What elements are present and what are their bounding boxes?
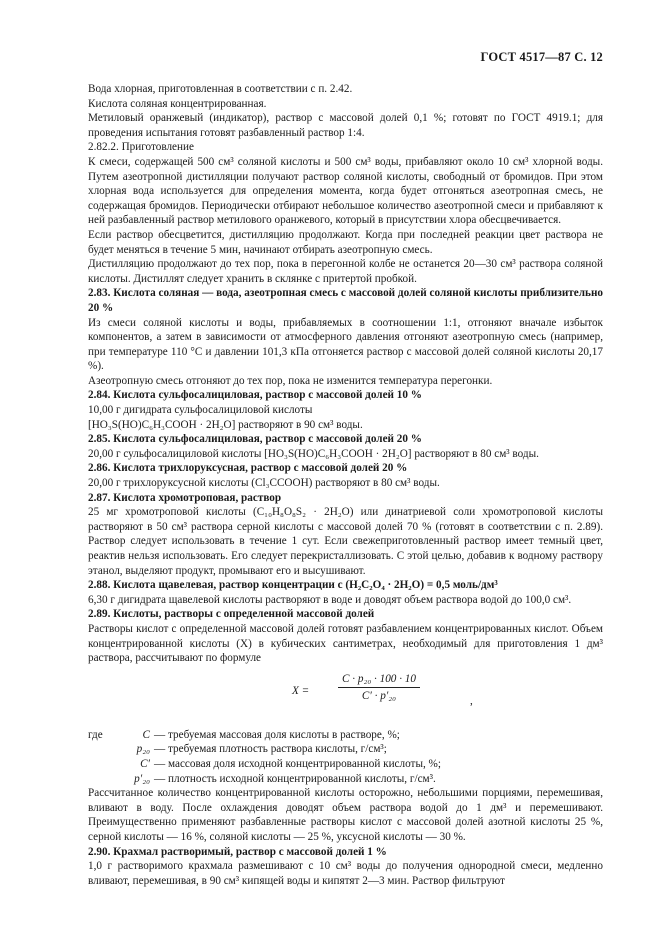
paragraph: 25 мг хромотроповой кислоты (C₁₀H₈O₈S₂ · 2H₂O) или динатриевой соли хромотроповой кислоты растворяют в 50 см³ раствора серной кислоты с массовой долей 70 % (готовят в соответствии с п. 2.89). Раствор следует использовать в течение 1 сут. Если свежеприготовленный раствор имеет темный цвет, реактив нельзя использовать. Его следует перекристаллизовать. С этой целью, добавив к водному раствору этанол, выделяют продукт, промывают его и высушивают. bbox=[88, 506, 603, 577]
definition-symbol: p′₂₀ bbox=[134, 772, 150, 785]
paragraph: Если раствор обесцветится, дистилляцию продолжают. Когда при последней реакции цвет раствора не будет меняться в течение 5 мин, начинают отбирать азеотропную смесь. bbox=[88, 228, 603, 256]
definition-symbol: C′ bbox=[140, 757, 150, 770]
definition-row: p₂₀ — требуемая плотность раствора кислоты, г/см³; bbox=[88, 742, 603, 757]
definition-lead: где bbox=[88, 728, 103, 741]
section-heading-2-85: 2.85. Кислота сульфосалициловая, раствор с массовой долей 20 % bbox=[88, 433, 422, 446]
paragraph: Растворы кислот с определенной массовой долей готовят разбавлением концентрированных кислот. Объем концентрированной кислоты (X) в кубических сантиметрах, необходимый для приготовления 1 дм³ раствора, рассчитывают по формуле bbox=[88, 622, 603, 665]
paragraph: К смеси, содержащей 500 см³ соляной кислоты и 500 см³ воды, прибавляют около 10 см³ хлорной воды. Путем азеотропной дистилляции получают раствор соляной кислоты, свободный от бромидов. При этом хлорная вода используется для определения момента, когда будет отгоняться азеотропная смесь, не содержащая бромидов. Периодически отбирают небольшое количество азеотропной смеси и прибавляют к ней разбавленный раствор метилового оранжевого, который в присутствии хлора обесцвечивается. bbox=[88, 155, 603, 227]
section-heading-2-88: 2.88. Кислота щавелевая, раствор концентрации с (H₂C₂O₄ · 2H₂O) = 0,5 моль/дм³ bbox=[88, 579, 498, 592]
paragraph: Кислота соляная концентрированная. bbox=[88, 97, 267, 110]
paragraph: Рассчитанное количество концентрированной кислоты осторожно, небольшими порциями, перемешивая, вливают в воду. После охлаждения доводят объем раствора водой до 1 дм³ и перемешивают. Преимущественно применяют разбавленные растворы кислот с массовой долей азотной кислоты 25 %, серной кислоты — 16 %, соляной кислоты — 25 %, уксусной кислоты — 30 %. bbox=[88, 787, 603, 843]
definition-symbol: C bbox=[142, 728, 150, 741]
definition-lead bbox=[88, 772, 102, 787]
paragraph: 1,0 г растворимого крахмала размешивают с 10 см³ воды до получения однородной смеси, медленно вливают, перемешивая, в 90 см³ кипящей воды и кипятят 2—3 мин. Раствор фильтруют bbox=[88, 860, 603, 887]
page-header: ГОСТ 4517—87 С. 12 bbox=[480, 50, 603, 64]
paragraph: Метиловый оранжевый (индикатор), раствор с массовой долей 0,1 %; готовят по ГОСТ 4919.1; для проведения испытания готовят разбавленный раствор 1:4. bbox=[88, 112, 603, 139]
section-heading-2-89: 2.89. Кислоты, растворы с определенной массовой долей bbox=[88, 608, 375, 621]
paragraph: [HO₃S(HO)C₆H₃COOH · 2H₂O] растворяют в 90 см³ воды. bbox=[88, 418, 363, 431]
section-heading-2-83: 2.83. Кислота соляная — вода, азеотропная смесь с массовой долей соляной кислоты приблизительно 20 % bbox=[88, 287, 603, 314]
paragraph: 6,30 г дигидрата щавелевой кислоты растворяют в воде и доводят объем раствора водой до 100,0 см³. bbox=[88, 593, 572, 606]
definition-symbol: p₂₀ bbox=[136, 743, 150, 756]
formula-denominator: C′ · p′₂₀ bbox=[361, 690, 397, 703]
paragraph: Вода хлорная, приготовленная в соответствии с п. 2.42. bbox=[88, 83, 353, 95]
paragraph: 20,00 г сульфосалициловой кислоты [HO₃S(HO)C₆H₃COOH · 2H₂O] растворяют в 80 см³ воды. bbox=[88, 447, 539, 460]
definition-row: p′₂₀ — плотность исходной концентрированной кислоты, г/см³. bbox=[88, 772, 603, 787]
formula-fraction bbox=[292, 672, 420, 704]
definition-text: плотность исходной концентрированной кислоты, г/см³. bbox=[168, 772, 436, 785]
definition-text: требуемая массовая доля кислоты в растворе, %; bbox=[168, 728, 400, 741]
section-heading-2-86: 2.86. Кислота трихлоруксусная, раствор с массовой долей 20 % bbox=[88, 462, 408, 475]
paragraph: 10,00 г дигидрата сульфосалициловой кислоты bbox=[88, 404, 313, 417]
paragraph: Дистилляцию продолжают до тех пор, пока в перегонной колбе не останется 20—30 см³ раствора соляной кислоты. Дистиллят следует хранить в склянке с притертой пробкой. bbox=[88, 258, 603, 285]
formula bbox=[88, 672, 603, 722]
paragraph: 20,00 г трихлоруксусной кислоты (Cl₃CCOOH) растворяют в 80 см³ воды. bbox=[88, 477, 440, 490]
formula-trail: , bbox=[470, 694, 473, 707]
definition-text: требуемая плотность раствора кислоты, г/см³; bbox=[168, 743, 387, 756]
paragraph: Азеотропную смесь отгоняют до тех пор, пока не изменится температура перегонки. bbox=[88, 374, 493, 387]
definition-lead bbox=[88, 742, 102, 757]
formula-lhs: X = bbox=[292, 684, 310, 697]
section-heading-2-90: 2.90. Крахмал растворимый, раствор с массовой долей 1 % bbox=[88, 845, 387, 858]
section-heading-2-87: 2.87. Кислота хромотроповая, раствор bbox=[88, 491, 282, 504]
paragraph: Из смеси соляной кислоты и воды, прибавляемых в соотношении 1:1, отгоняют вначале избыток компонентов, а затем в зависимости от атмосферного давления отгоняют азеотропную смесь (например, при температуре 110 °С и давлении 101,3 кПа отгоняется раствор с массовой долей соляной кислоты 20,17 %). bbox=[88, 316, 603, 373]
definition-row: C′ — массовая доля исходной концентрированной кислоты, %; bbox=[88, 757, 603, 772]
page-content bbox=[88, 82, 603, 888]
definition-lead bbox=[88, 757, 102, 772]
section-heading-2-84: 2.84. Кислота сульфосалициловая, раствор с массовой долей 10 % bbox=[88, 389, 422, 402]
definition-row: где C — требуемая массовая доля кислоты в растворе, %; bbox=[88, 728, 400, 741]
subsection-title: 2.82.2. Приготовление bbox=[88, 141, 194, 154]
formula-numerator: C · p₂₀ · 100 · 10 bbox=[338, 672, 420, 689]
definition-text: массовая доля исходной концентрированной кислоты, %; bbox=[168, 757, 441, 770]
